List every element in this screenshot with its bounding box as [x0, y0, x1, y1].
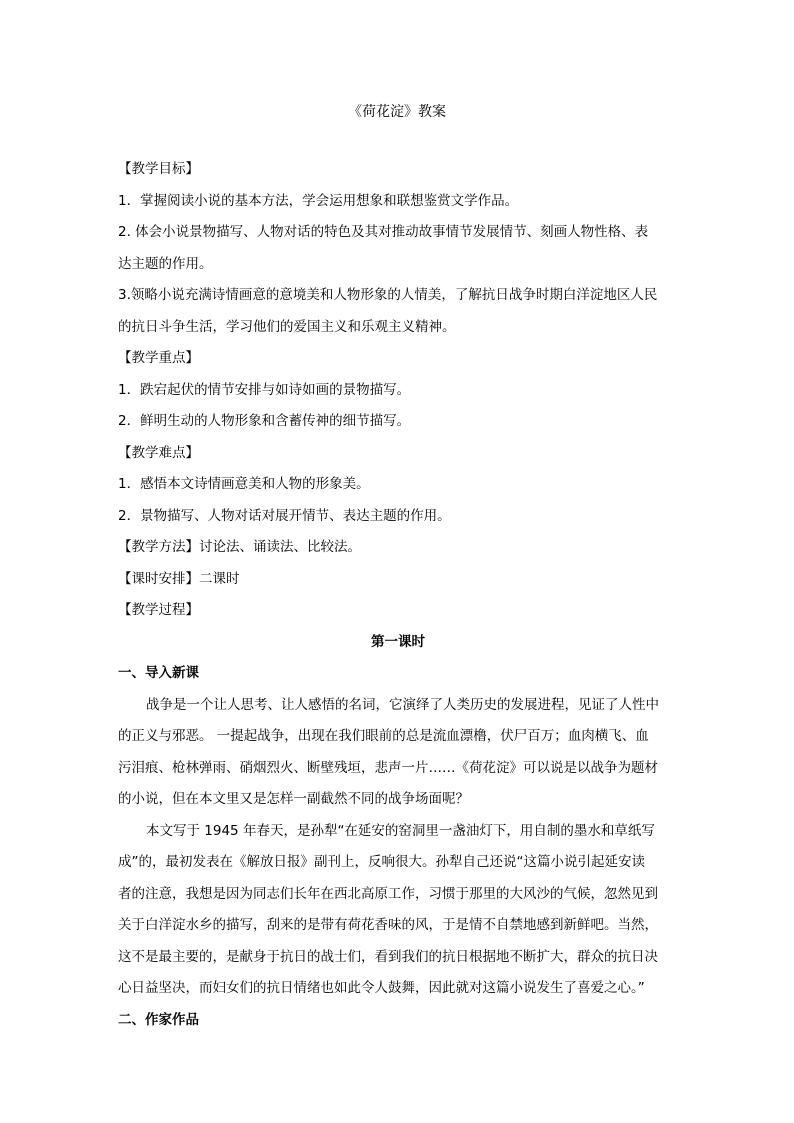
objective-line: 3.领略小说充满诗情画意的意境美和人物形象的人情美，了解抗日战争时期白洋淀地区人民 — [118, 287, 658, 303]
intro-paragraph-line: 污泪痕、枪林弹雨、硝烟烈火、断壁残垣，悲声一片……《荷花淀》可以说是以战争为题材 — [118, 759, 658, 776]
schedule-line: 【课时安排】二课时 — [118, 570, 240, 587]
background-paragraph-line: 心日益坚决，而妇女们的抗日情绪也如此令人鼓舞，因此就对这篇小说发生了喜爱之心。” — [118, 980, 645, 996]
background-paragraph-line: 本文写于 1945 年春天，是孙犁“在延安的窑洞里一盏油灯下，用自制的墨水和草纸写 — [146, 822, 655, 839]
background-paragraph-line: 关于白洋淀水乡的描写，刮来的是带有荷花香味的风，于是情不自禁地感到新鲜吧。当然， — [118, 917, 658, 933]
objectives-heading: 【教学目标】 — [118, 161, 199, 177]
background-paragraph-line: 这不是最主要的，是献身于抗日的战士们，看到我们的抗日根据地不断扩大，群众的抗日决 — [118, 948, 658, 965]
lesson-title: 第一课时 — [371, 633, 425, 650]
background-paragraph-line: 者的注意，我想是因为同志们长年在西北高原工作，习惯于那里的大风沙的气候，忽然见到 — [118, 885, 658, 902]
intro-paragraph-line: 的正义与邪恶。 一提起战争，出现在我们眼前的总是流血漂橹，伏尸百万；血肉横飞、血 — [118, 728, 649, 744]
section2-heading: 二、作家作品 — [118, 1011, 199, 1028]
objective-line: 达主题的作用。 — [118, 255, 213, 272]
process-heading: 【教学过程】 — [118, 602, 199, 618]
objective-line: 2. 体会小说景物描写、人物对话的特色及其对推动故事情节发展情节、刻画人物性格、表 — [118, 224, 649, 240]
objective-line: 1．掌握阅读小说的基本方法，学会运用想象和联想鉴赏文学作品。 — [118, 192, 519, 209]
difficulty-line: 2．景物描写、人物对话对展开情节、表达主题的作用。 — [118, 507, 451, 524]
key-points-heading: 【教学重点】 — [118, 350, 199, 366]
difficulties-heading: 【教学难点】 — [118, 444, 199, 461]
objectives-block — [118, 154, 678, 1036]
intro-paragraph-line: 战争是一个让人思考、让人感悟的名词，它演绎了人类历史的发展进程，见证了人性中 — [146, 696, 659, 713]
key-point-line: 2．鲜明生动的人物形象和含蓄传神的细节描写。 — [118, 413, 411, 429]
intro-paragraph-line: 的小说，但在本文里又是怎样一副截然不同的战争场面呢？ — [118, 791, 469, 807]
key-point-line: 1．跌宕起伏的情节安排与如诗如画的景物描写。 — [118, 381, 411, 398]
background-paragraph-line: 成”的，最初发表在《解放日报》副刊上，反响很大。孙犁自己还说“这篇小说引起延安读 — [118, 854, 645, 870]
methods-line: 【教学方法】讨论法、诵读法、比较法。 — [118, 539, 361, 555]
difficulty-line: 1．感悟本文诗情画意美和人物的形象美。 — [118, 476, 370, 492]
section1-heading: 一、导入新课 — [118, 665, 199, 681]
objective-line: 的抗日斗争生活，学习他们的爱国主义和乐观主义精神。 — [118, 318, 456, 335]
document-title: 《荷花淀》教案 — [348, 104, 446, 120]
